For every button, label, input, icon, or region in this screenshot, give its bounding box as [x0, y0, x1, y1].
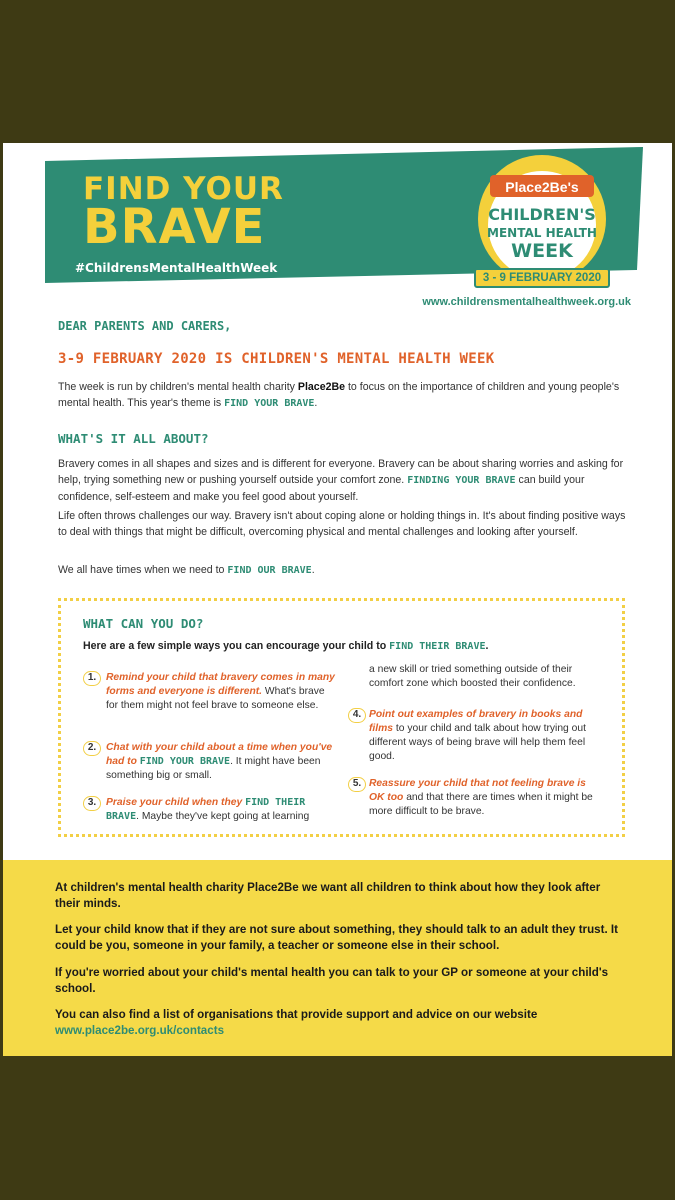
badge-brand: Place2Be's [505, 179, 579, 195]
tip-1: Remind your child that bravery comes in many forms and everyone is different. What's brave for them might not feel brave to someone else. [106, 672, 335, 711]
footer-paragraph-4: You can also find a list of organisations that provide support and advice on our website www.place2be.org.uk/contacts [55, 1008, 538, 1037]
footer-paragraph-1: At children's mental health charity Place2Be we want all children to think about how they look after their minds. [55, 881, 601, 910]
tip-4: Point out examples of bravery in books and films to your child and talk about how trying out different ways of being brave will help them feel good. [369, 709, 586, 762]
about-paragraph-1: Bravery comes in all shapes and sizes and is different for everyone. Bravery can be about sharing worries and asking for help, trying something new or pushing yourself outside your comfort zone. FINDING YOUR BRAVE can build your confidence, self-esteem and make you feel good about yourself. [58, 458, 624, 503]
tip-number-3: 3. [83, 796, 101, 811]
brand-name: Place2Be [297, 381, 346, 393]
contacts-link[interactable]: www.place2be.org.uk/contacts [55, 1024, 225, 1037]
tip-number-5: 5. [348, 777, 366, 792]
footer-paragraph-2: Let your child know that if they are not sure about something, they should talk to an adult they trust. It could be you, someone in your family, a teacher or someone else in their school. [55, 923, 618, 952]
main-heading: 3-9 FEBRUARY 2020 IS CHILDREN'S MENTAL HEALTH WEEK [58, 351, 495, 367]
footer-panel [3, 860, 672, 1056]
title-find-your: FIND YOUR [83, 171, 284, 207]
header-banner [45, 147, 643, 287]
badge-date: 3 - 9 FEBRUARY 2020 [474, 268, 610, 288]
badge-mental-health: MENTAL HEALTH [487, 226, 597, 240]
find-our-brave-highlight: FIND OUR BRAVE [227, 565, 312, 576]
intro-paragraph: The week is run by children's mental health charity Place2Be to focus on the importance of children and young people's mental health. This year's theme is FIND YOUR BRAVE. [58, 381, 620, 409]
tip-number-1: 1. [83, 671, 101, 686]
what-can-you-do-box [58, 598, 625, 837]
campaign-badge [472, 153, 612, 285]
about-paragraph-2: Life often throws challenges our way. Bravery isn't about coping alone or holding things in. It's about finding positive ways to deal with things that might be difficult, overcoming physical and mental challenges and looking after yourself. [58, 510, 626, 538]
title-brave: BRAVE [83, 199, 266, 255]
footer-paragraph-3: If you're worried about your child's mental health you can talk to your GP or someone at your child's school. [55, 966, 609, 995]
tip-number-4: 4. [348, 708, 366, 723]
badge-week: WEEK [511, 240, 573, 262]
box-intro: Here are a few simple ways you can encourage your child to FIND THEIR BRAVE. [83, 640, 489, 652]
website-url[interactable]: www.childrensmentalhealthweek.org.uk [422, 296, 631, 308]
tip-number-2: 2. [83, 741, 101, 756]
box-title: WHAT CAN YOU DO? [83, 616, 204, 631]
about-paragraph-3: We all have times when we need to FIND OUR BRAVE. [58, 564, 315, 576]
tip-3: Praise your child when they FIND THEIR BRAVE. Maybe they've kept going at learning [106, 797, 310, 822]
theme-highlight: FIND YOUR BRAVE [224, 398, 315, 409]
finding-brave-highlight: FINDING YOUR BRAVE [407, 475, 516, 486]
hashtag: #ChildrensMentalHealthWeek [75, 261, 278, 275]
tip-5: Reassure your child that not feeling brave is OK too and that there are times when it might be more difficult to be brave. [369, 778, 593, 817]
about-heading: WHAT'S IT ALL ABOUT? [58, 431, 209, 446]
badge-childrens: CHILDREN'S [488, 205, 596, 224]
salutation: DEAR PARENTS AND CARERS, [58, 319, 232, 333]
poster-page [3, 143, 672, 1056]
tip-2: Chat with your child about a time when you've had to FIND YOUR BRAVE. It might have been something big or small. [106, 742, 333, 781]
tip-3-continued: a new skill or tried something outside of their comfort zone which boosted their confidence. [369, 664, 576, 689]
